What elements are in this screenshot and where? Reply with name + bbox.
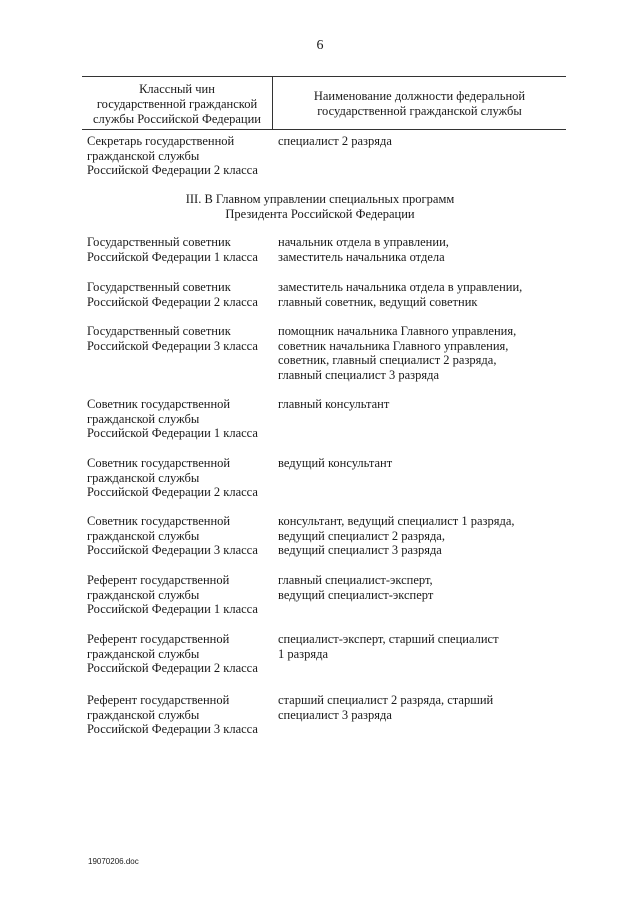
position-cell xyxy=(278,235,578,264)
rank-cell xyxy=(87,134,275,178)
rank-line: Советник государственной xyxy=(87,514,231,528)
rank-line: Референт государственной xyxy=(87,693,230,707)
rank-cell xyxy=(87,632,275,676)
position-line: ведущий специалист 3 разряда xyxy=(278,543,442,557)
rank-line: Референт государственной xyxy=(87,573,230,587)
header-rank-line: Классный чин xyxy=(139,82,215,96)
rank-line: гражданской службы xyxy=(87,587,200,602)
rank-line: Российской Федерации 2 класса xyxy=(87,294,258,309)
position-line: советник, главный специалист 2 разряда, xyxy=(278,353,497,367)
position-line: советник начальника Главного управления, xyxy=(278,338,509,353)
position-line: ведущий специалист-эксперт xyxy=(278,587,434,602)
rank-line: Российской Федерации 1 класса xyxy=(87,249,258,264)
header-position-line: Наименование должности федеральной xyxy=(313,89,526,103)
position-cell xyxy=(278,324,578,382)
rank-line: Российской Федерации 1 класса xyxy=(87,426,258,440)
rank-line: гражданской службы xyxy=(87,528,200,543)
position-cell xyxy=(278,632,578,661)
position-cell xyxy=(278,280,578,309)
position-line: ведущий специалист 2 разряда, xyxy=(278,528,445,543)
rank-line: Советник государственной xyxy=(87,456,231,470)
document-filename: 19070206.doc xyxy=(88,857,139,866)
position-line: специалист-эксперт, старший специалист xyxy=(278,632,499,646)
header-position-column xyxy=(273,89,566,119)
rank-line: Государственный советник xyxy=(87,280,231,294)
position-line: специалист 3 разряда xyxy=(278,707,392,722)
position-line: заместитель начальника отдела xyxy=(278,249,445,264)
rank-line: Секретарь государственной xyxy=(87,134,235,148)
position-line: консультант, ведущий специалист 1 разряда, xyxy=(278,514,515,528)
position-cell xyxy=(278,134,578,149)
rank-line: Государственный советник xyxy=(87,324,231,338)
rank-line: Российской Федерации 3 класса xyxy=(87,338,258,353)
position-line: помощник начальника Главного управления, xyxy=(278,324,517,338)
rank-line: Российской Федерации 3 класса xyxy=(87,722,258,736)
position-line: начальник отдела в управлении, xyxy=(278,235,449,249)
position-line: старший специалист 2 разряда, старший xyxy=(278,693,494,707)
position-line: главный консультант xyxy=(278,397,390,411)
position-cell xyxy=(278,514,578,558)
rank-cell xyxy=(87,693,275,737)
position-line: главный советник, ведущий советник xyxy=(278,294,478,309)
position-cell xyxy=(278,693,578,722)
position-line: специалист 2 разряда xyxy=(278,134,392,148)
position-line: главный специалист-эксперт, xyxy=(278,573,433,587)
section-heading-line: Президента Российской Федерации xyxy=(225,207,415,221)
position-cell xyxy=(278,397,578,412)
section-heading xyxy=(0,192,640,222)
rank-line: Российской Федерации 2 класса xyxy=(87,661,258,675)
position-cell xyxy=(278,456,578,471)
rank-line: Государственный советник xyxy=(87,235,231,249)
rank-cell xyxy=(87,456,275,500)
header-position-line: государственной гражданской службы xyxy=(317,104,522,118)
rank-line: Референт государственной xyxy=(87,632,230,646)
position-line: заместитель начальника отдела в управлении, xyxy=(278,280,523,294)
rank-line: Российской Федерации 3 класса xyxy=(87,543,258,557)
header-rank-line: службы Российской Федерации xyxy=(93,112,261,126)
rank-line: Советник государственной xyxy=(87,397,231,411)
rank-cell xyxy=(87,514,275,558)
rank-line: Российской Федерации 2 класса xyxy=(87,485,258,499)
rank-cell xyxy=(87,280,275,309)
rank-line: гражданской службы xyxy=(87,148,200,163)
rank-cell xyxy=(87,573,275,617)
rank-line: гражданской службы xyxy=(87,646,200,661)
rank-line: гражданской службы xyxy=(87,470,200,485)
position-cell xyxy=(278,573,578,602)
position-line: 1 разряда xyxy=(278,646,329,661)
rank-line: Российской Федерации 2 класса xyxy=(87,163,258,177)
position-line: главный специалист 3 разряда xyxy=(278,367,439,382)
header-rank-column xyxy=(82,82,272,127)
position-line: ведущий консультант xyxy=(278,456,393,470)
rank-line: гражданской службы xyxy=(87,411,200,426)
section-heading-line: III. В Главном управлении специальных программ xyxy=(185,192,455,206)
table-header xyxy=(82,76,566,130)
header-rank-line: государственной гражданской xyxy=(96,97,258,111)
rank-cell xyxy=(87,324,275,353)
rank-cell xyxy=(87,397,275,441)
rank-cell xyxy=(87,235,275,264)
page-number: 6 xyxy=(316,38,324,53)
rank-line: Российской Федерации 1 класса xyxy=(87,602,258,616)
rank-line: гражданской службы xyxy=(87,707,200,722)
